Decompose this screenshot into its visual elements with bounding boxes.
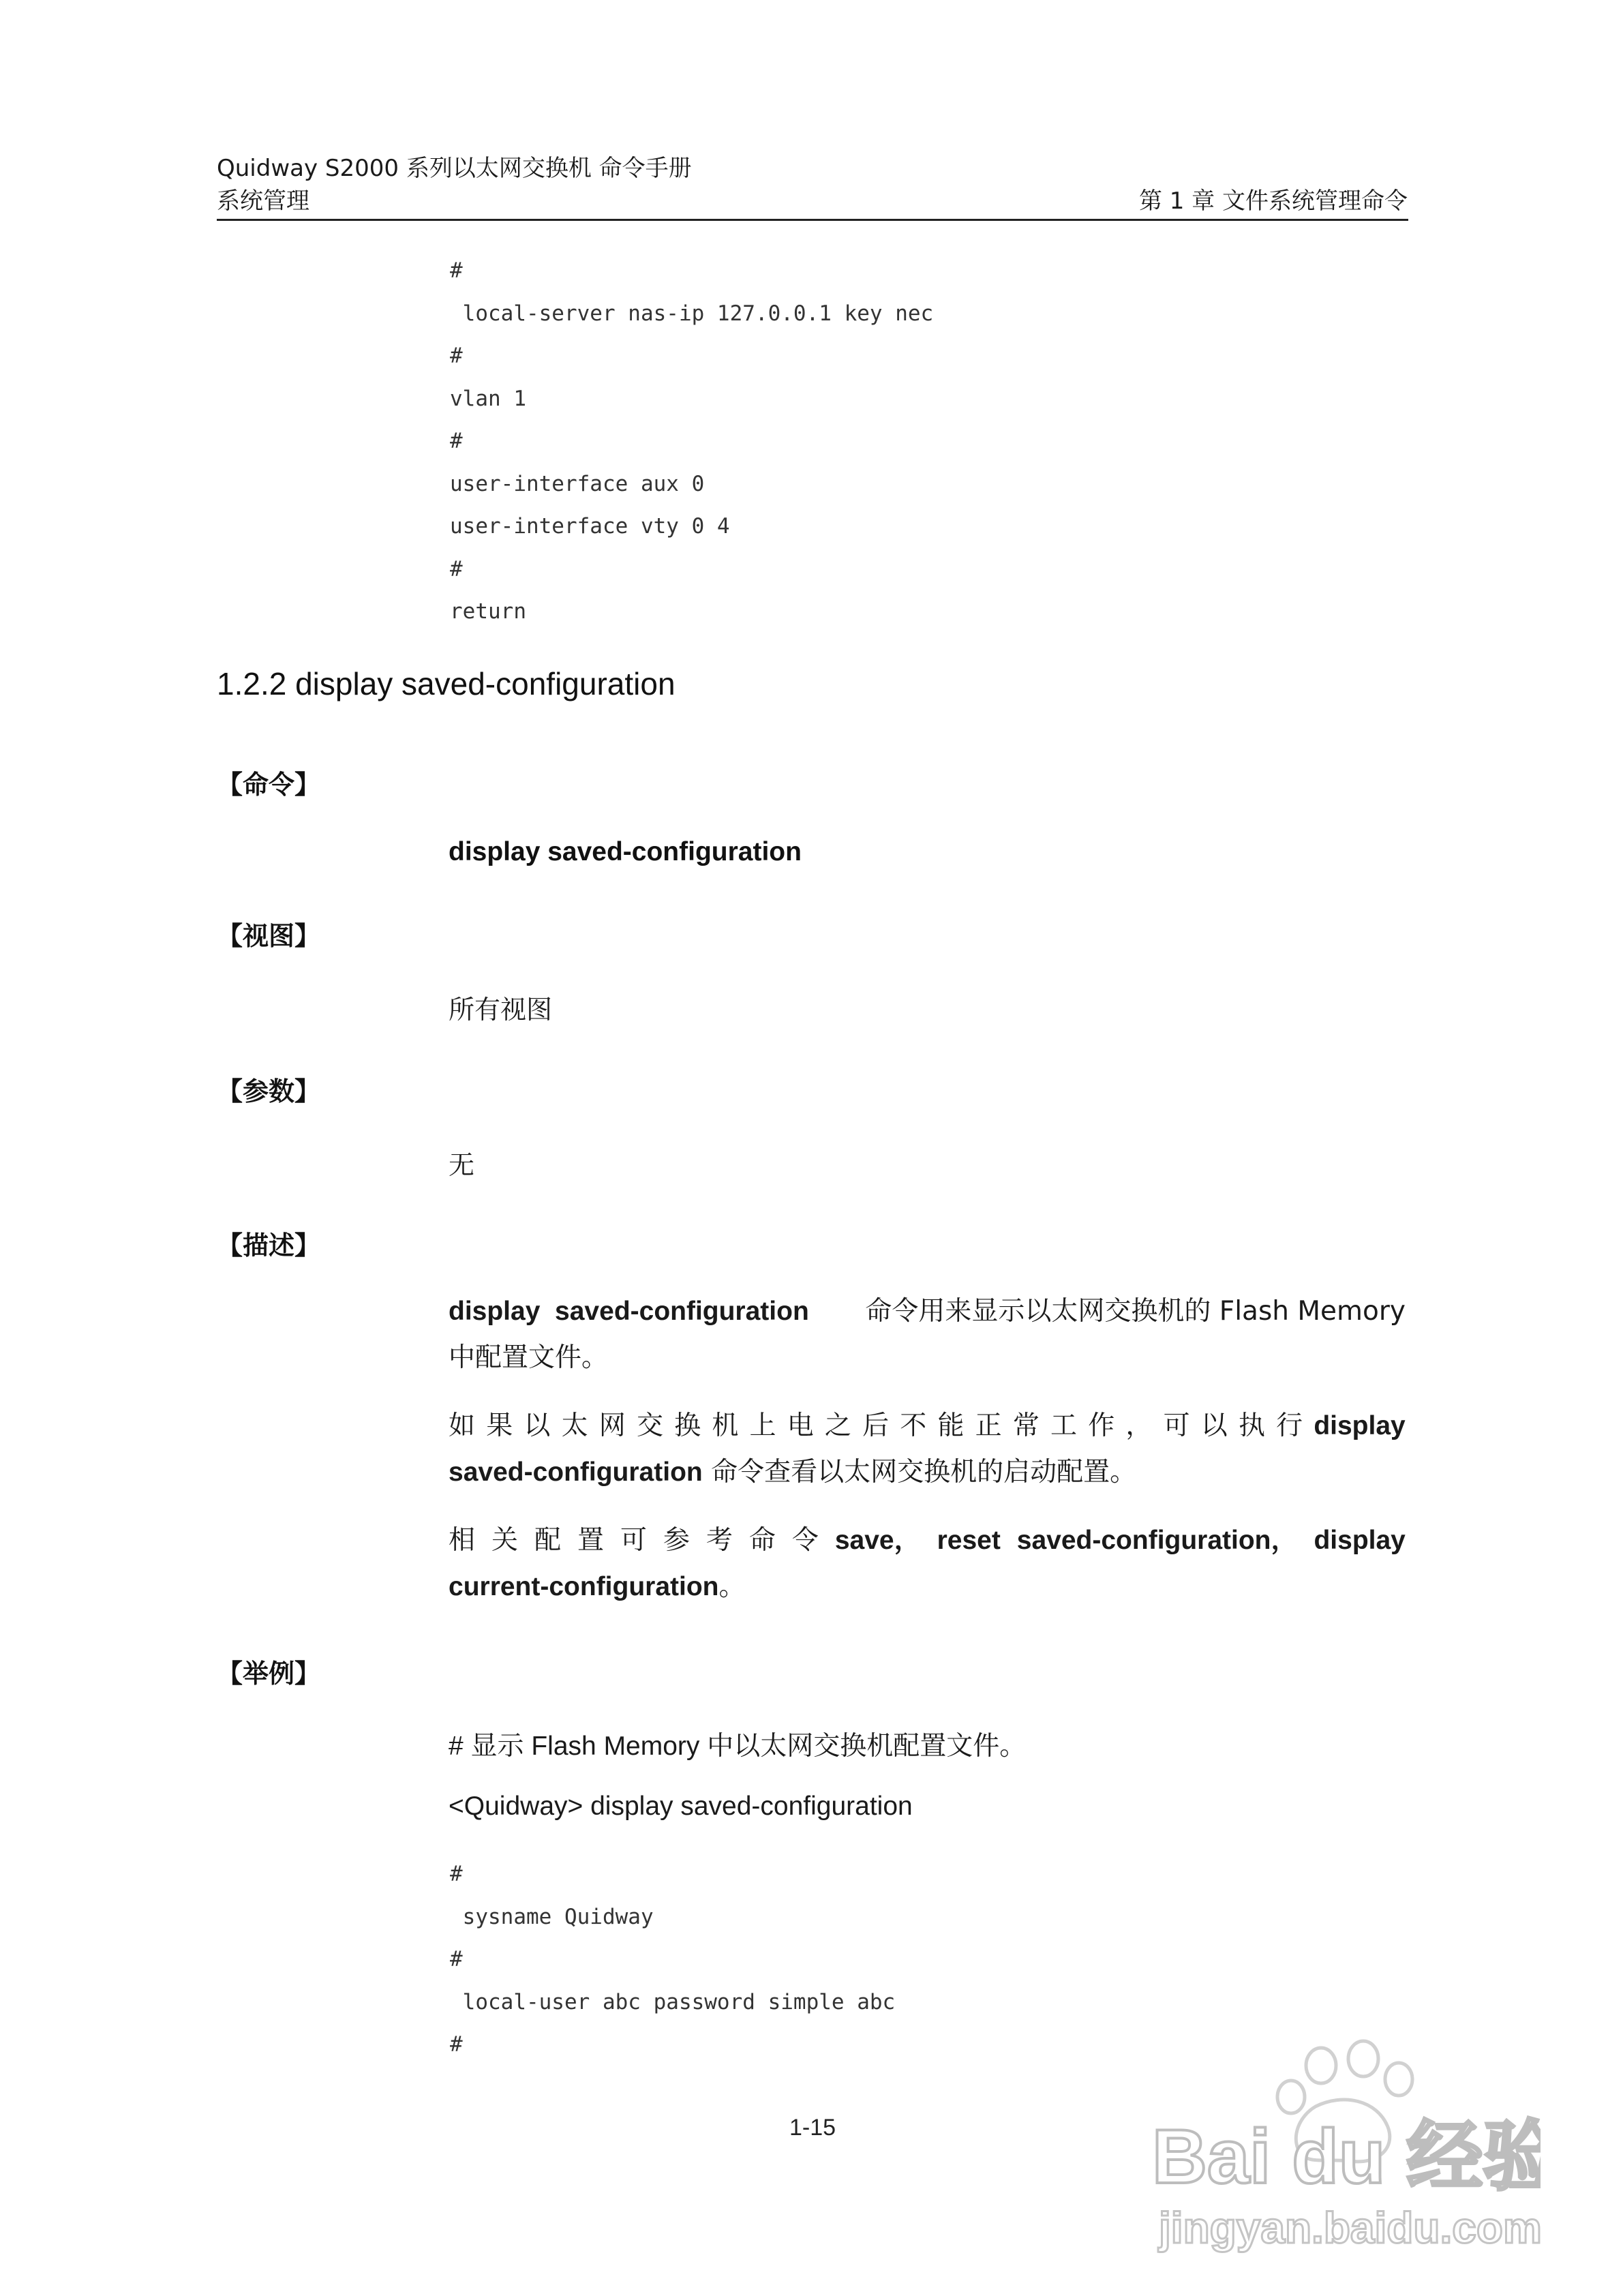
- example-code-block: [450, 1853, 895, 2066]
- char: 太: [561, 1410, 588, 1441]
- char: 网: [598, 1410, 626, 1441]
- char: 以: [1200, 1410, 1228, 1441]
- char: 工: [1050, 1410, 1078, 1441]
- desc-p3-text: 。: [718, 1571, 746, 1602]
- char: 命: [748, 1525, 776, 1556]
- top-code-block: [450, 250, 933, 633]
- code-line: #: [450, 2032, 463, 2057]
- cmd-ref: save，: [834, 1526, 921, 1555]
- char: 以: [524, 1410, 551, 1441]
- desc-paragraph-3: [449, 1517, 1406, 1610]
- char: 常: [1012, 1410, 1040, 1441]
- char: 果: [486, 1410, 513, 1441]
- section-title: 1.2.2 display saved-configuration: [217, 666, 676, 701]
- code-line: #: [450, 1947, 463, 1972]
- label-params: 【参数】: [217, 1076, 321, 1106]
- code-line: #: [450, 1862, 463, 1886]
- char: 之: [824, 1410, 851, 1441]
- char: 如: [449, 1410, 476, 1441]
- header-chapter: 第 1 章 文件系统管理命令: [1138, 187, 1408, 215]
- label-example: 【举例】: [217, 1659, 321, 1689]
- char: 考: [706, 1525, 733, 1556]
- code-line: #: [450, 429, 463, 453]
- desc-p2-line2: [449, 1449, 1406, 1496]
- command-syntax: display saved-configuration: [449, 837, 802, 866]
- char: 能: [937, 1410, 965, 1441]
- desc-p1-line1: [449, 1288, 1406, 1335]
- example-intro: # 显示 Flash Memory 中以太网交换机配置文件。: [449, 1732, 1027, 1761]
- view-text: 所有视图: [449, 995, 553, 1025]
- code-line: local-user abc password simple abc: [450, 1989, 896, 2014]
- desc-p3-line1: [449, 1517, 1406, 1564]
- label-command: 【命令】: [217, 770, 321, 800]
- code-line: #: [450, 556, 463, 581]
- char: ，: [1125, 1410, 1153, 1441]
- code-line: #: [450, 258, 463, 283]
- header-title: Quidway S2000 系列以太网交换机 命令手册: [217, 155, 692, 182]
- char: 配: [534, 1525, 561, 1556]
- char: 执: [1238, 1410, 1265, 1441]
- char: 不: [900, 1410, 927, 1441]
- desc-p1-line2: 中配置文件。: [449, 1342, 609, 1373]
- watermark-url: jingyan.baidu.com: [1159, 2203, 1541, 2252]
- example-prompt: <Quidway> display saved-configuration: [449, 1792, 913, 1821]
- watermark: [1145, 2031, 1541, 2263]
- char: 令: [791, 1525, 819, 1556]
- desc-p1-text: 命令用来显示以太网交换机的 Flash Memory: [865, 1296, 1406, 1327]
- params-text: 无: [449, 1150, 475, 1180]
- code-line: local-server nas-ip 127.0.0.1 key nec: [450, 301, 934, 326]
- code-line: sysname Quidway: [450, 1904, 654, 1929]
- cmd-ref: current-configuration: [449, 1572, 719, 1601]
- desc-p2-text: 命令查看以太网交换机的启动配置。: [702, 1457, 1137, 1487]
- char: 相: [449, 1525, 476, 1556]
- char: 置: [577, 1525, 604, 1556]
- cmd-ref: reset: [937, 1526, 1001, 1555]
- code-line: #: [450, 344, 463, 368]
- char: 上: [749, 1410, 776, 1441]
- char: 可: [620, 1525, 647, 1556]
- desc-p3-line2: [449, 1564, 1406, 1610]
- header-section: 系统管理: [217, 187, 309, 215]
- cmd-ref: saved-configuration，: [1016, 1526, 1298, 1555]
- desc-p2-line1: [449, 1403, 1406, 1449]
- char: 作: [1088, 1410, 1115, 1441]
- char: 后: [862, 1410, 890, 1441]
- char: 参: [663, 1525, 690, 1556]
- char: 电: [787, 1410, 814, 1441]
- cmd-ref: display: [1314, 1526, 1406, 1555]
- cmd-ref: display saved-configuration: [449, 1297, 809, 1326]
- header-rule: [217, 219, 1408, 221]
- char: 机: [712, 1410, 739, 1441]
- label-desc: 【描述】: [217, 1230, 321, 1260]
- code-line: user-interface aux 0: [450, 471, 705, 496]
- desc-paragraph-1: [449, 1288, 1406, 1381]
- code-line: vlan 1: [450, 386, 526, 411]
- cmd-ref: display: [1314, 1411, 1406, 1440]
- desc-paragraph-2: [449, 1403, 1406, 1496]
- char: 可: [1163, 1410, 1190, 1441]
- paw-icon: [1145, 2031, 1541, 2263]
- code-line: user-interface vty 0 4: [450, 514, 730, 539]
- char: 换: [674, 1410, 701, 1441]
- watermark-brand: Bai du 经验: [1152, 2114, 1541, 2199]
- cmd-ref: saved-configuration: [449, 1457, 703, 1487]
- char: 关: [491, 1525, 518, 1556]
- label-view: 【视图】: [217, 921, 321, 951]
- char: 正: [975, 1410, 1002, 1441]
- page-number: 1-15: [789, 2115, 836, 2141]
- code-line: return: [450, 599, 526, 624]
- char: 交: [636, 1410, 663, 1441]
- char: 行: [1276, 1410, 1303, 1441]
